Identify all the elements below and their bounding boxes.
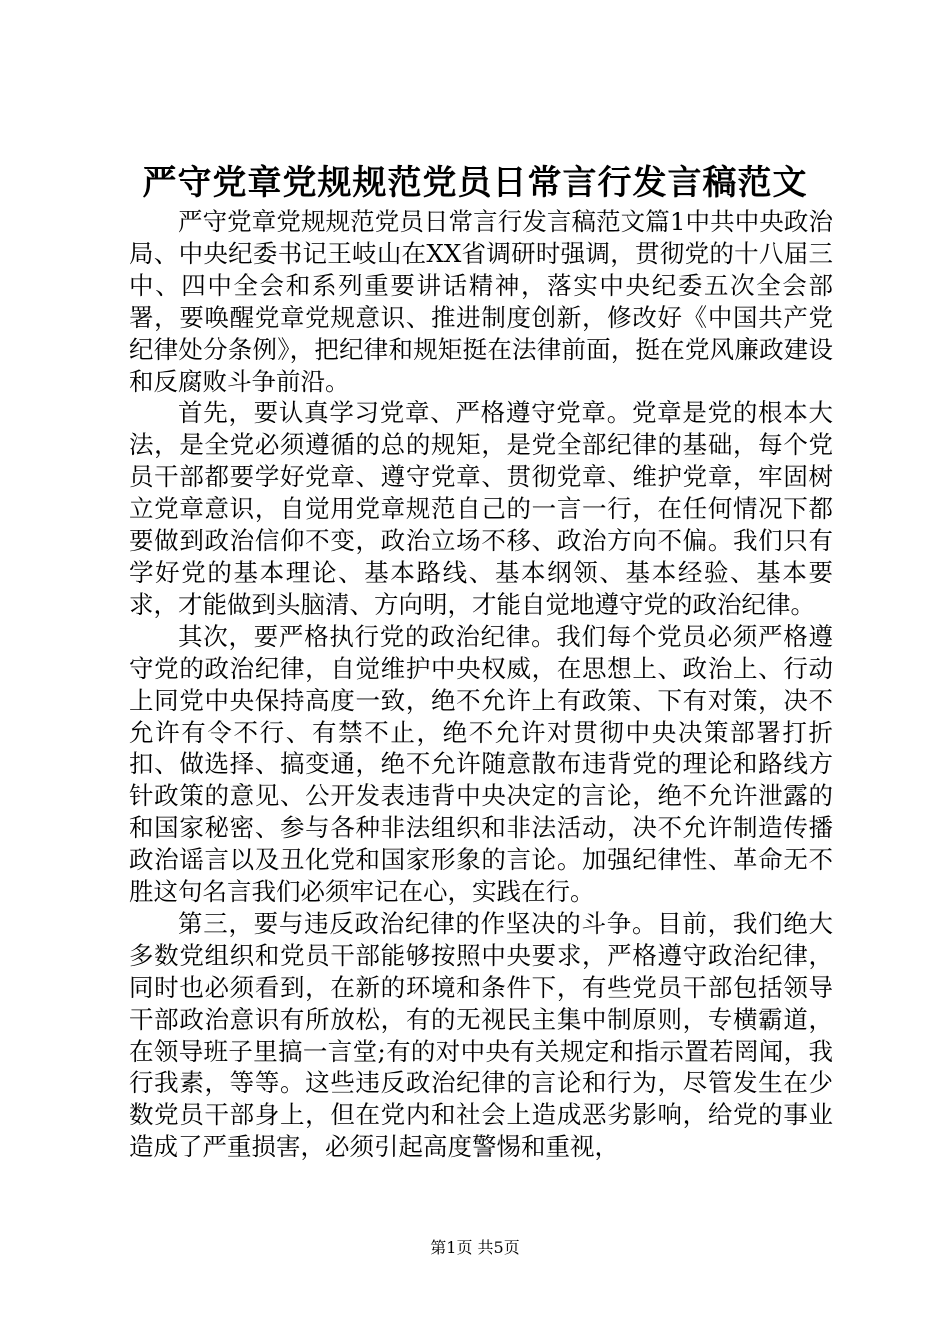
paragraph-first: 首先，要认真学习党章、严格遵守党章。党章是党的根本大法，是全党必须遵循的总的规矩，是党全部纪律的基础，每个党员干部都要学好党章、遵守党章、贯彻党章、维护党章，牢固树立党章意识，自觉用党章规范自己的一言一行，在任何情况下都要做到政治信仰不变，政治立场不移、政治方向不偏。我们只有学好党的基本理论、基本路线、基本纲领、基本经验、基本要求，才能做到头脑清、方向明，才能自觉地遵守党的政治纪律。 — [129, 398, 833, 619]
document-title: 严守党章党规规范党员日常言行发言稿范文 — [142, 163, 808, 203]
paragraph-second: 其次，要严格执行党的政治纪律。我们每个党员必须严格遵守党的政治纪律，自觉维护中央权威，在思想上、政治上、行动上同党中央保持高度一致，绝不允许上有政策、下有对策，决不允许有令不行、有禁不止，绝不允许对贯彻中央决策部署打折扣、做选择、搞变通，绝不允许随意散布违背党的理论和路线方针政策的意见、公开发表违背中央决定的言论，绝不允许泄露的和国家秘密、参与各种非法组织和非法活动，决不允许制造传播政治谣言以及丑化党和国家形象的言论。加强纪律性、革命无不胜这句名言我们必须牢记在心，实践在行。 — [129, 621, 833, 907]
page-number-footer: 第1页 共5页 — [430, 1238, 520, 1257]
paragraph-third: 第三，要与违反政治纪律的作坚决的斗争。目前，我们绝大多数党组织和党员干部能够按照中央要求，严格遵守政治纪律，同时也必须看到，在新的环境和条件下，有些党员干部包括领导干部政治意识有所放松，有的无视民主集中制原则，专横霸道，在领导班子里搞一言堂;有的对中央有关规定和指示置若罔闻，我行我素，等等。这些违反政治纪律的言论和行为，尽管发生在少数党员干部身上，但在党内和社会上造成恶劣影响，给党的事业造成了严重损害，必须引起高度警惕和重视， — [129, 908, 833, 1162]
paragraph-intro: 严守党章党规规范党员日常言行发言稿范文篇1中共中央政治局、中央纪委书记王岐山在XX省调研时强调，贯彻党的十八届三中、四中全会和系列重要讲话精神，落实中央纪委五次全会部署，要唤醒党章党规意识、推进制度创新，修改好《中国共产党纪律处分条例》，把纪律和规矩挺在法律前面，挺在党风廉政建设和反腐败斗争前沿。 — [129, 207, 833, 396]
document-body — [129, 206, 833, 1163]
